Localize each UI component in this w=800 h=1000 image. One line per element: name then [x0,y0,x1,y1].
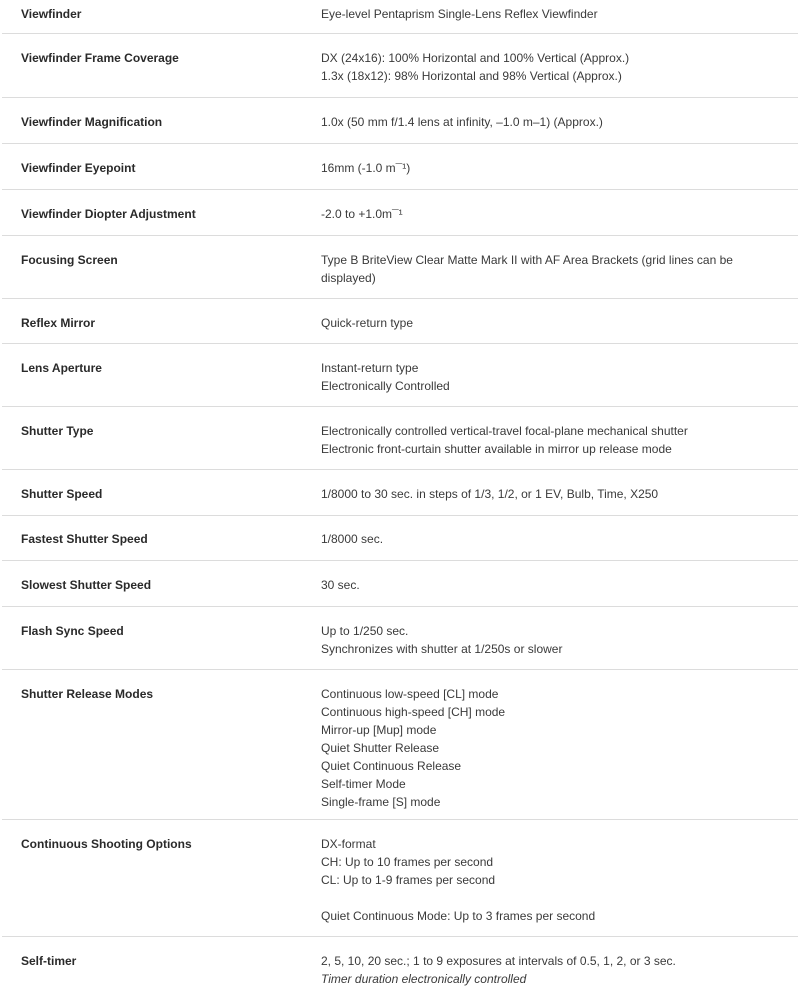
spec-value-line: Continuous low-speed [CL] mode [321,687,499,701]
spec-label: Self-timer [21,954,77,968]
spec-label: Slowest Shutter Speed [21,578,152,592]
spec-value-line: Continuous high-speed [CH] mode [321,705,506,719]
spec-value [321,422,798,458]
spec-value-line: CL: Up to 1-9 frames per second [321,873,496,887]
spec-row-fastest-shutter [2,516,798,561]
spec-value-line: Synchronizes with shutter at 1/250s or slower [321,642,563,656]
spec-table [2,0,798,997]
spec-row-diopter [2,190,798,236]
spec-value-line: Up to 1/250 sec. [321,624,409,638]
spec-value-line: Electronically Controlled [321,379,450,393]
spec-value [321,205,798,223]
spec-value-line: DX-format [321,837,376,851]
spec-label: Flash Sync Speed [21,624,124,638]
spec-value-line: 30 sec. [321,578,360,592]
spec-value-line: 2, 5, 10, 20 sec.; 1 to 9 exposures at intervals of 0.5, 1, 2, or 3 sec. [321,954,676,968]
spec-value [321,159,798,177]
spec-row-focusing-screen [2,236,798,299]
spec-row-frame-coverage [2,34,798,98]
spec-label: Viewfinder Diopter Adjustment [21,207,196,221]
spec-label: Shutter Speed [21,487,103,501]
spec-row-shutter-speed [2,470,798,516]
spec-label: Viewfinder Magnification [21,115,163,129]
spec-value-line: Mirror-up [Mup] mode [321,723,437,737]
spec-value [321,576,798,594]
spec-value-line: Electronically controlled vertical-travel focal-plane mechanical shutter [321,424,688,438]
spec-label: Viewfinder [21,7,82,21]
spec-row-release-modes [2,670,798,820]
spec-value-line: Electronic front-curtain shutter available in mirror up release mode [321,442,672,456]
spec-label: Lens Aperture [21,361,102,375]
spec-row-lens-aperture [2,344,798,407]
spec-value [321,251,798,287]
spec-value [321,49,798,85]
spec-value [321,622,798,658]
spec-value [321,530,798,548]
spec-value [321,359,798,395]
spec-label: Shutter Type [21,424,94,438]
spec-row-self-timer [2,937,798,997]
spec-row-shutter-type [2,407,798,470]
spec-value-line: Quick-return type [321,316,414,330]
spec-label: Continuous Shooting Options [21,837,192,851]
spec-value [321,5,798,23]
spec-label: Viewfinder Frame Coverage [21,51,179,65]
spec-value [321,314,798,332]
spec-row-reflex-mirror [2,299,798,344]
spec-value [321,485,798,503]
spec-value-line: Single-frame [S] mode [321,795,441,809]
spec-label: Fastest Shutter Speed [21,532,148,546]
spec-value-line: Quiet Continuous Release [321,759,462,773]
spec-value-line: 1/8000 to 30 sec. in steps of 1/3, 1/2, or 1 EV, Bulb, Time, X250 [321,487,659,501]
spec-value-line: DX (24x16): 100% Horizontal and 100% Vertical (Approx.) [321,51,630,65]
spec-value [321,952,798,988]
spec-value-line: Quiet Shutter Release [321,741,440,755]
spec-label: Viewfinder Eyepoint [21,161,136,175]
spec-value-note: Timer duration electronically controlled [321,972,527,986]
spec-value-line: Type B BriteView Clear Matte Mark II with AF Area Brackets (grid lines can be displayed) [321,253,733,285]
spec-label: Reflex Mirror [21,316,96,330]
spec-value-line [321,889,798,907]
spec-row-continuous-options [2,820,798,937]
spec-row-slowest-shutter [2,561,798,607]
spec-value-line: 1/8000 sec. [321,532,384,546]
spec-value-line: -2.0 to +1.0m¯¹ [321,207,403,221]
spec-value-line: 16mm (-1.0 m¯¹) [321,161,411,175]
spec-row-flash-sync [2,607,798,670]
spec-value-line: Quiet Continuous Mode: Up to 3 frames per second [321,909,596,923]
spec-value-line: 1.3x (18x12): 98% Horizontal and 98% Vertical (Approx.) [321,69,622,83]
spec-label: Shutter Release Modes [21,687,154,701]
spec-row-viewfinder [2,0,798,34]
spec-label: Focusing Screen [21,253,118,267]
spec-value [321,685,798,811]
spec-value-line: Instant-return type [321,361,419,375]
spec-value [321,113,798,131]
spec-value-line: 1.0x (50 mm f/1.4 lens at infinity, –1.0 m–1) (Approx.) [321,115,603,129]
spec-value-line: Self-timer Mode [321,777,406,791]
spec-row-eyepoint [2,144,798,190]
spec-value [321,835,798,925]
spec-value-line: CH: Up to 10 frames per second [321,855,494,869]
spec-value-line: Eye-level Pentaprism Single-Lens Reflex Viewfinder [321,7,598,21]
spec-row-magnification [2,98,798,144]
